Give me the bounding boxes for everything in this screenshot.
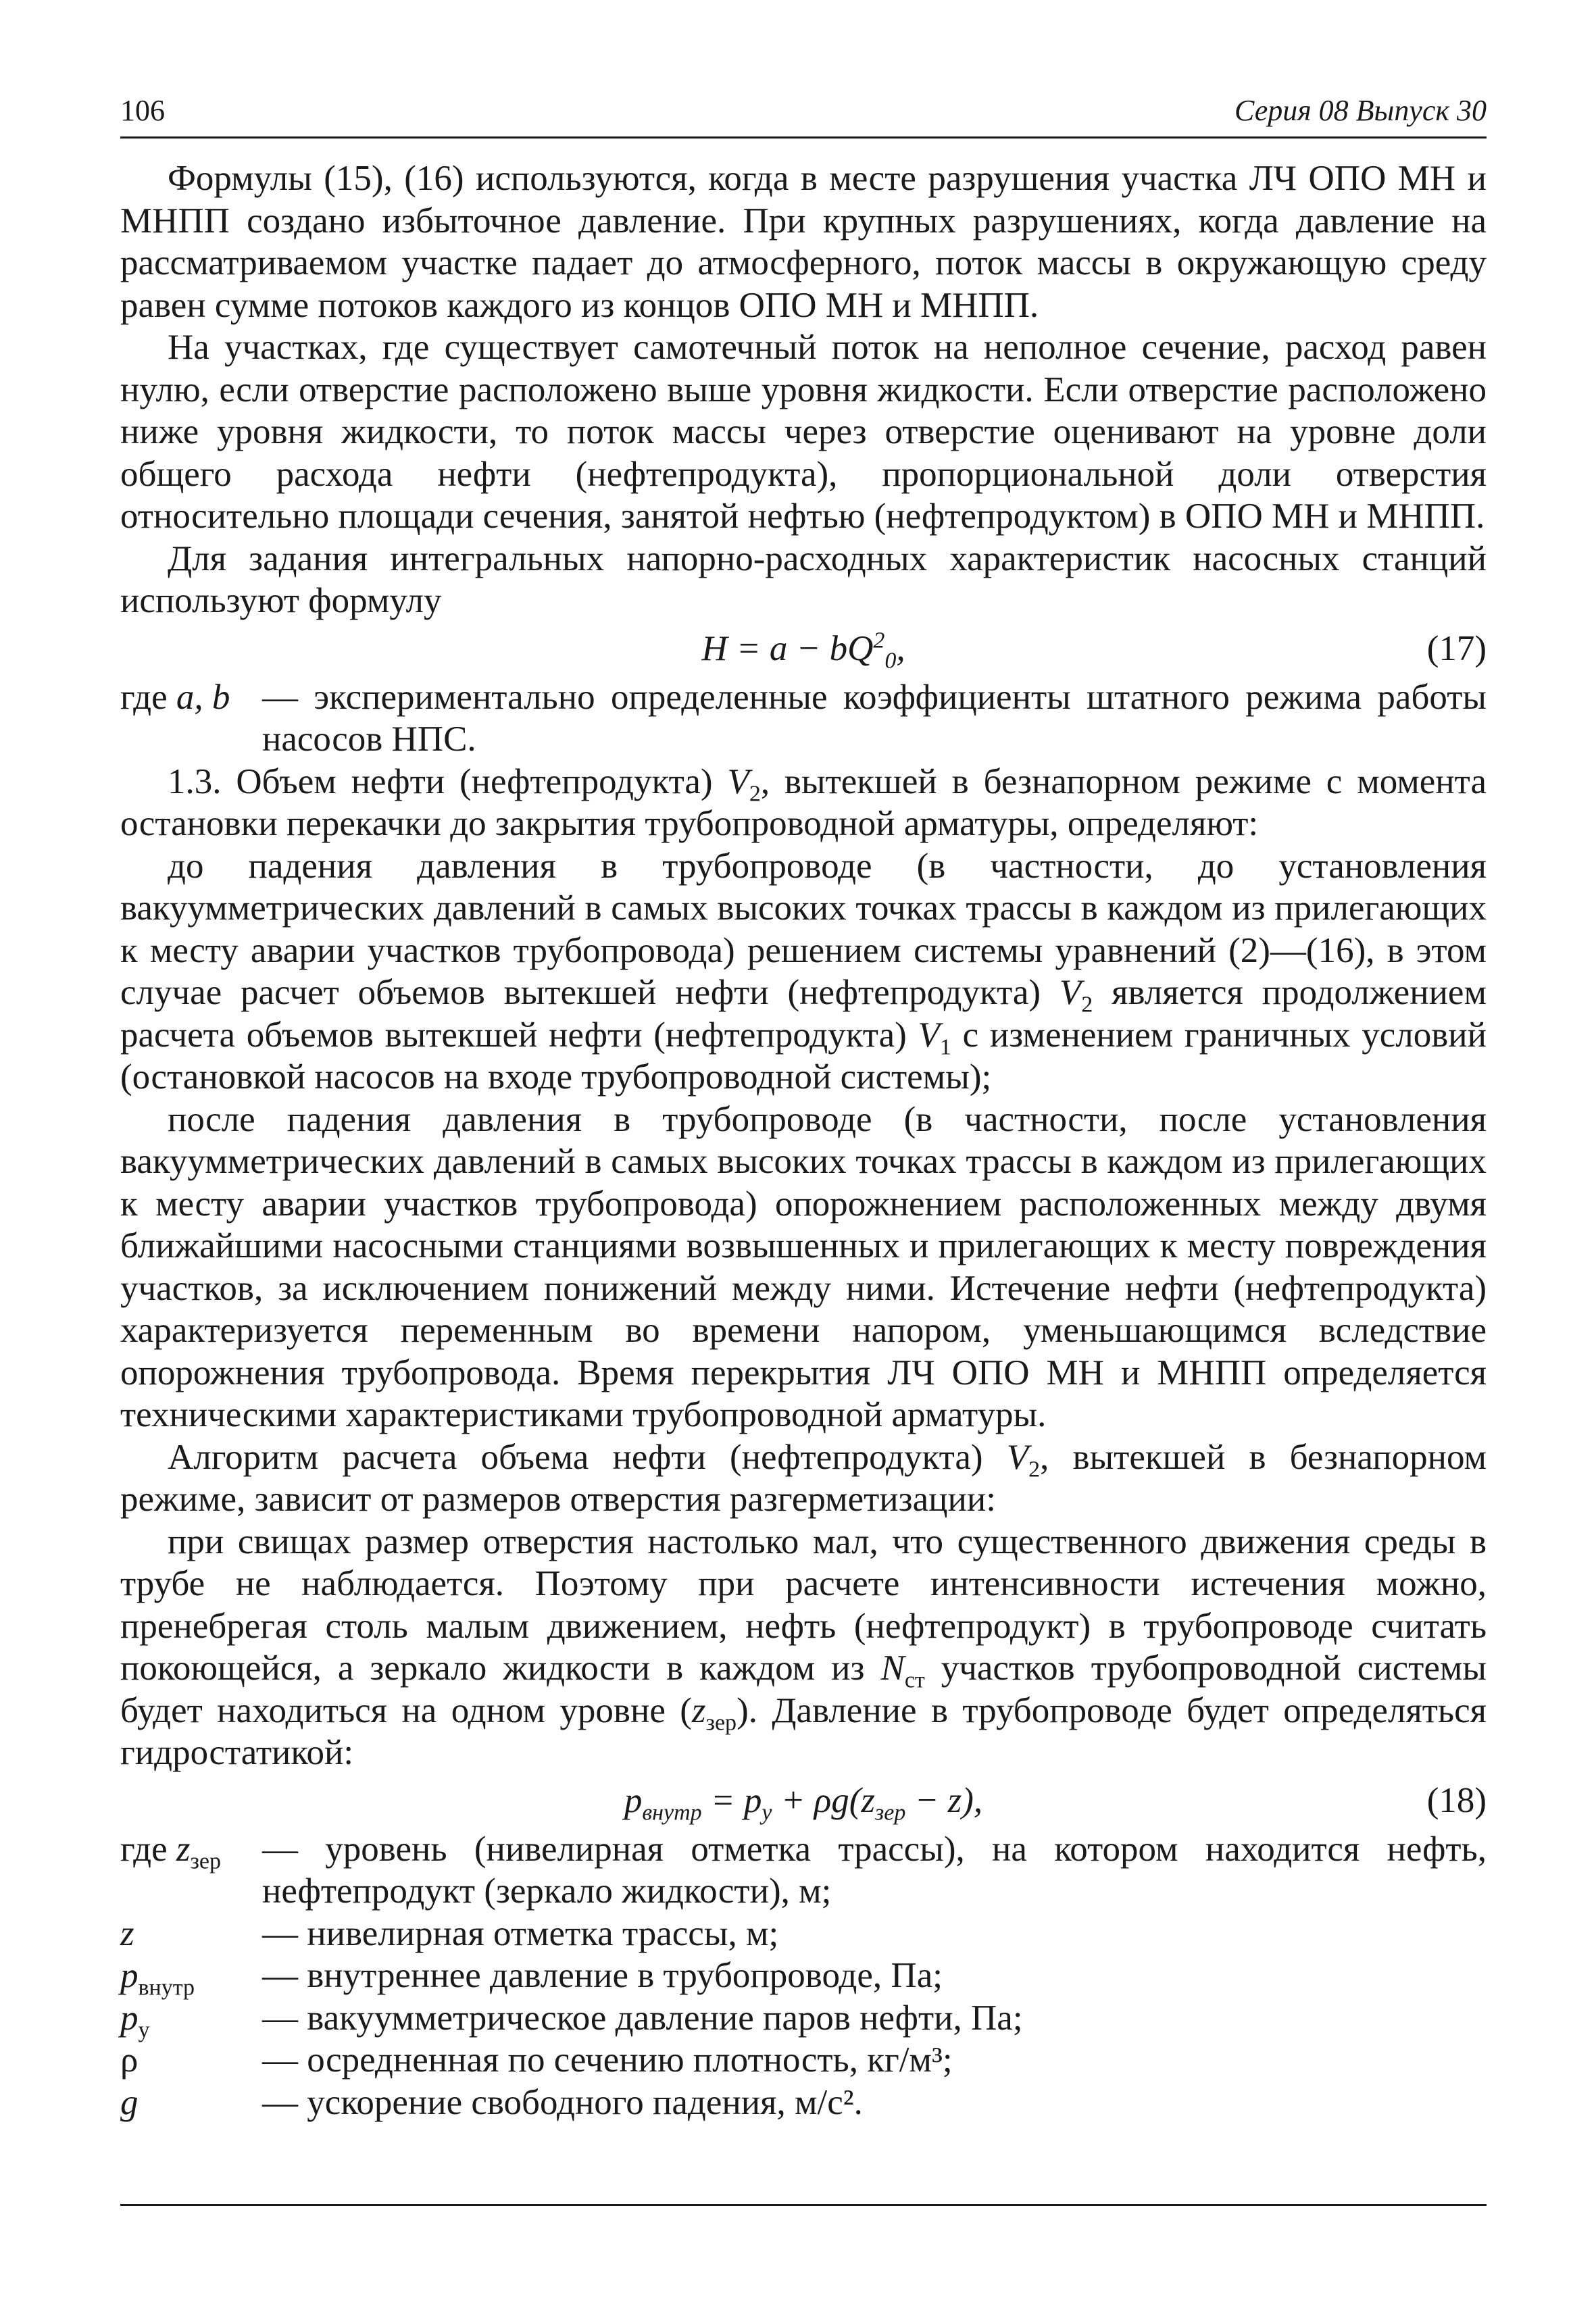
symbol-ab: a, b — [176, 677, 230, 717]
definitions-18 — [120, 1828, 1487, 2124]
definition-text: — ускорение свободного падения, м/с². — [262, 2082, 863, 2122]
paragraph-4-part-a: 1.3. Объем нефти (нефтепродукта) — [168, 761, 728, 801]
formula-18-end: − z), — [905, 1780, 983, 1820]
paragraph-8-part-b: участков трубопроводной системы будет находиться на одном уровне ( — [120, 1649, 1487, 1730]
formula-18 — [120, 1774, 1487, 1828]
symbol: g — [120, 2082, 139, 2122]
definition-text: — экспериментально определенные коэффициенты штатного режима работы насосов НПС. — [262, 677, 1487, 759]
symbol-V: V — [727, 761, 749, 801]
formula-18-py-sub: у — [762, 1800, 772, 1826]
where-word: где — [120, 677, 176, 717]
formula-18-expression — [120, 1780, 1487, 1826]
formula-18-p: p — [624, 1780, 643, 1820]
symbol-N: N — [880, 1649, 905, 1688]
series-title: Серия 08 Выпуск 30 — [1235, 94, 1487, 127]
symbol: p — [120, 1998, 139, 2038]
definition-symbol — [120, 1955, 262, 2001]
paragraph-6: после падения давления в трубопроводе (в частности, после установления вакуумметрических давлений в самых высоких точках трассы в каждом из прилегающих к месту аварии участков трубопровода) опорожнением расположенных между двумя ближайшими насосными станциями возвышенных и прилегающих к месту повреждения участков, за исключением понижений между ними. Истечение нефти (нефтепродукта) характеризуется переменным во времени напором, уменьшающимся вследствие опорожнения трубопровода. Время перекрытия ЛЧ ОПО МН и МНПП определяется техническими характеристиками трубопроводной арматуры. — [120, 1099, 1487, 1434]
symbol: ρ — [120, 2040, 139, 2080]
symbol-sub-2: 2 — [1081, 992, 1093, 1017]
paragraph-5-part-a: до падения давления в трубопроводе (в частности, до установления вакуумметрических давлений в самых высоких точках трассы в каждом из прилегающих к месту аварии участков трубопровода) решением системы уравнений (2)—(16), в этом случае расчет объемов вытекшей нефти (нефтепродукта) — [120, 846, 1487, 1012]
paragraph-5-part-b: является продолжением расчета объемов вытекшей нефти (нефтепродукта) — [120, 973, 1487, 1055]
symbol: z — [120, 1913, 134, 1953]
paragraph-7-part-a: Алгоритм расчета объема нефти (нефтепродукта) — [168, 1437, 1007, 1477]
definition-symbol — [120, 2082, 262, 2124]
formula-18-number: (18) — [1426, 1780, 1487, 1820]
symbol-sub: у — [138, 2017, 150, 2043]
formula-18-eq: = p — [701, 1780, 762, 1820]
symbol-sub-zer: зер — [705, 1710, 737, 1736]
symbol-sub-2: 2 — [749, 781, 761, 807]
paragraph-5-part-c: с изменением граничных условий (остановкой насосов на входе трубопроводной системы); — [120, 1015, 1487, 1097]
formula-17-sup: 2 — [873, 627, 885, 653]
body-text — [120, 157, 1487, 2123]
definition-text: — нивелирная отметка трассы, м; — [262, 1913, 779, 1953]
symbol-sub: внутр — [138, 1975, 195, 2001]
formula-17-lhs: H = a − bQ — [701, 628, 874, 668]
paragraph-7-part-b: , вытекшей в безнапорном режиме, зависит от размеров отверстия разгерметизации: — [120, 1437, 1487, 1519]
paragraph-1: Формулы (15), (16) используются, когда в месте разрушения участка ЛЧ ОПО МН и МНПП создано избыточное давление. При крупных разрушениях, когда давление на рассматриваемом участке падает до атмосферного, поток массы в окружающую среду равен сумме потоков каждого из концов ОПО МН и МНПП. — [120, 159, 1487, 325]
running-head — [120, 88, 1487, 139]
paragraph-8-part-a: при свищах размер отверстия настолько мал, что существенного движения среды в трубе не наблюдается. Поэтому при расчете интенсивности истечения можно, пренебрегая столь малым движением, нефть (нефтепродукт) в трубопроводе считать покоющейся, а зеркало жидкости в каждом из — [120, 1521, 1487, 1688]
definition-symbol — [120, 1997, 262, 2043]
symbol-sub-1: 1 — [939, 1034, 951, 1060]
symbol-V: V — [918, 1015, 940, 1055]
paragraph-2: На участках, где существует самотечный поток на неполное сечение, расход равен нулю, если отверстие расположено выше уровня жидкости. Если отверстие расположено ниже уровня жидкости, то поток массы через отверстие оценивают на уровне доли общего расхода нефти (нефтепродукта), пропорциональной доли отверстия относительно площади сечения, занятой нефтью (нефтепродуктом) в ОПО МН и МНПП. — [120, 328, 1487, 536]
formula-18-mid: + ρg(z — [772, 1780, 875, 1820]
symbol-V: V — [1059, 973, 1082, 1012]
formula-17-tail: , — [896, 628, 905, 668]
symbol: p — [120, 1956, 139, 1995]
formula-18-p-sub: внутр — [642, 1800, 702, 1826]
formula-17-expression — [120, 627, 1487, 674]
definition-text: — внутреннее давление в трубопроводе, Па; — [262, 1956, 943, 1995]
definition-symbol — [120, 1828, 262, 1913]
symbol-sub-2: 2 — [1028, 1457, 1041, 1482]
paragraph-8-part-c: ). Давление в трубопроводе будет определяться гидростатикой: — [120, 1690, 1487, 1772]
page — [120, 88, 1487, 2123]
footer-rule — [120, 2204, 1487, 2206]
where-word: где — [120, 1829, 176, 1869]
definition-symbol — [120, 1913, 262, 1955]
definitions-17 — [120, 676, 1487, 761]
paragraph-4-part-b: , вытекшей в безнапорном режиме с момента остановки перекачки до закрытия трубопроводной арматуры, определяют: — [120, 761, 1487, 843]
paragraph-7 — [120, 1436, 1487, 1521]
symbol: z — [176, 1829, 191, 1869]
paragraph-4 — [120, 761, 1487, 845]
definition-text: — уровень (нивелирная отметка трассы), на котором находится нефть, нефтепродукт (зеркало жидкости), м; — [262, 1829, 1487, 1911]
symbol-sub: зер — [190, 1848, 222, 1874]
definition-symbol — [120, 676, 262, 761]
symbol-z: z — [691, 1690, 706, 1730]
page-number: 106 — [120, 94, 165, 127]
symbol-V: V — [1006, 1437, 1029, 1477]
formula-17-number: (17) — [1426, 628, 1487, 668]
definition-text: — осредненная по сечению плотность, кг/м³; — [262, 2040, 953, 2080]
paragraph-5 — [120, 845, 1487, 1099]
definition-text: — вакуумметрическое давление паров нефти, Па; — [262, 1998, 1023, 2038]
formula-17 — [120, 622, 1487, 676]
symbol-sub-st: ст — [904, 1667, 925, 1693]
definition-symbol — [120, 2039, 262, 2082]
formula-17-sub: 0 — [884, 648, 897, 674]
paragraph-3: Для задания интегральных напорно-расходных характеристик насосных станций используют формулу — [120, 538, 1487, 620]
paragraph-8 — [120, 1521, 1487, 1774]
formula-18-z-sub: зер — [874, 1800, 906, 1826]
